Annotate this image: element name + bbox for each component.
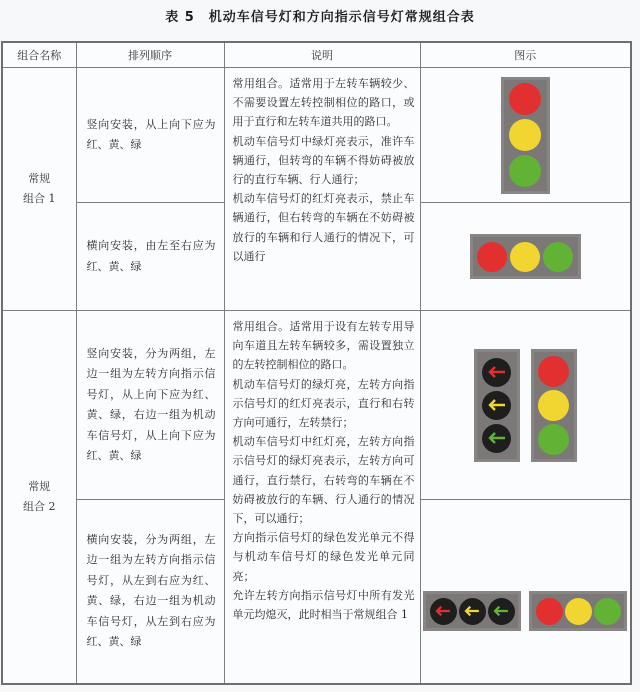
header-combination-name: 组合名称 <box>2 42 76 68</box>
header-row <box>2 42 631 68</box>
signal-combination-table <box>1 41 632 685</box>
group-name-cell <box>2 68 76 311</box>
table-title: 表 5 机动车信号灯和方向指示信号灯常规组合表 <box>165 10 475 25</box>
vehicle-signal-horizontal <box>529 591 627 631</box>
group-name-line1: 常规 <box>28 479 51 493</box>
header-description: 说明 <box>224 42 420 68</box>
yellow-lamp-icon <box>509 119 541 151</box>
description-paragraph: 允许左转方向指示信号灯中所有发光单元均熄灭，此时相当于常规组合 1 <box>232 588 415 622</box>
yellow-left-arrow-icon <box>482 391 511 420</box>
green-lamp-icon <box>543 242 573 272</box>
left-turn-arrow-signal-vertical <box>474 349 520 462</box>
vehicle-signal-vertical <box>531 349 577 462</box>
yellow-left-arrow-icon <box>459 598 486 625</box>
red-lamp-icon <box>509 83 541 115</box>
arrangement-order-cell: 横向安装，分为两组，左边一组为左转方向指示信号灯，从左到右应为红、黄、绿，右边一组为机动车信号灯，从左到右应为红、黄、绿 <box>76 500 224 684</box>
yellow-lamp-icon <box>565 598 592 625</box>
vehicle-signal-vertical <box>501 77 550 194</box>
red-left-arrow-icon <box>430 598 457 625</box>
description-paragraph: 方向指示信号灯的绿色发光单元不得与机动车信号灯的绿色发光单元同亮； <box>232 531 415 583</box>
description-paragraph: 机动车信号灯中红灯亮，左转方向指示信号灯的绿灯亮表示，左转方向可通行，直行禁行，右转弯的车辆在不妨碍被放行的车辆、行人通行的情况下，可以通行； <box>232 435 415 526</box>
illustration-cell <box>420 500 631 684</box>
group-name-line1: 常规 <box>28 172 51 185</box>
illustration-cell <box>420 203 631 311</box>
arrangement-order-cell: 竖向安装，分为两组，左边一组为左转方向指示信号灯，从上向下应为红、黄、绿，右边一组为机动车信号灯，从上向下应为红、黄、绿 <box>76 311 224 500</box>
vehicle-signal-horizontal <box>470 234 581 279</box>
description-paragraph: 常用组合。适常用于设有左转专用导向车道且左转车辆较多，需设置独立的左转控制相位的路口。 <box>232 320 415 372</box>
green-lamp-icon <box>538 424 569 455</box>
green-left-arrow-icon <box>488 598 515 625</box>
illustration-cell <box>420 68 631 203</box>
left-turn-arrow-signal-horizontal <box>423 591 521 631</box>
group-name-line2: 组合 1 <box>23 192 56 205</box>
description-cell <box>224 68 420 311</box>
green-lamp-icon <box>509 155 541 187</box>
description-paragraph: 机动车信号灯的红灯亮表示，禁止车辆通行，但右转弯的车辆在不妨碍被放行的车辆和行人通行的情况下，可以通行 <box>232 192 415 263</box>
illustration-cell <box>420 311 631 500</box>
yellow-lamp-icon <box>510 242 540 272</box>
description-paragraph: 机动车信号灯的绿灯亮，左转方向指示信号灯的红灯亮表示，直行和右转方向可通行，左转禁行； <box>232 377 415 430</box>
red-lamp-icon <box>536 598 563 625</box>
red-lamp-icon <box>477 242 507 272</box>
header-arrangement-order: 排列顺序 <box>76 42 224 68</box>
red-left-arrow-icon <box>482 358 511 387</box>
description-cell <box>224 311 420 684</box>
arrangement-order-cell: 竖向安装，从上向下应为红、黄、绿 <box>76 68 224 203</box>
red-lamp-icon <box>538 356 569 387</box>
table-row <box>2 311 631 500</box>
table-row <box>2 68 631 203</box>
green-left-arrow-icon <box>482 424 511 453</box>
header-illustration: 图示 <box>420 42 631 68</box>
description-paragraph: 常用组合。适常用于左转车辆较少、不需要设置左转控制相位的路口，或用于直行和左转车道共用的路口。 <box>232 77 415 129</box>
yellow-lamp-icon <box>538 390 569 421</box>
green-lamp-icon <box>594 598 621 625</box>
group-name-line2: 组合 2 <box>23 499 56 513</box>
group-name-cell <box>2 311 76 684</box>
description-paragraph: 机动车信号灯中绿灯亮表示，准许车辆通行，但转弯的车辆不得妨碍被放行的直行车辆、行人通行； <box>232 134 415 187</box>
arrangement-order-cell: 横向安装，由左至右应为红、黄、绿 <box>76 203 224 311</box>
